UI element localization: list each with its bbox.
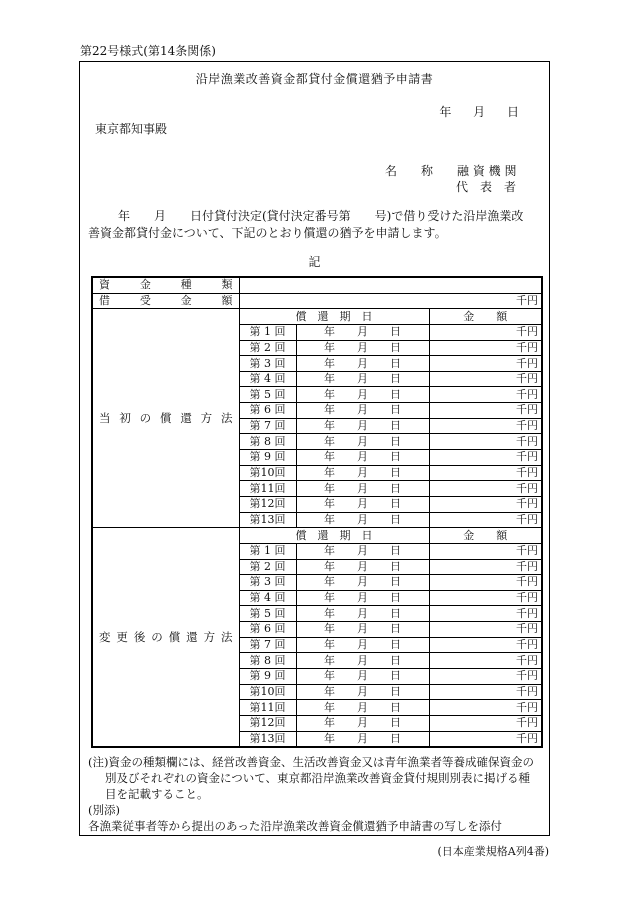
installment-number: 第 1 回 [239,543,296,559]
repayment-date[interactable]: 年 月 日 [296,590,429,606]
repayment-amount[interactable]: 千円 [429,465,542,481]
repayment-amount[interactable]: 千円 [429,543,542,559]
paper-size-footer: (日本産業規格A列4番) [437,845,549,858]
institution-rep-label[interactable]: 代 表 者 [456,180,517,194]
borrowed-amount-row [92,293,542,309]
repayment-date[interactable]: 年 月 日 [296,512,429,528]
repayment-amount[interactable]: 千円 [429,356,542,372]
repayment-amount[interactable]: 千円 [429,715,542,731]
repayment-date[interactable]: 年 月 日 [296,731,429,747]
installment-number: 第 5 回 [239,387,296,403]
repayment-date[interactable]: 年 月 日 [296,496,429,512]
attach-label: (別添) [88,803,120,817]
repayment-date[interactable]: 年 月 日 [296,622,429,638]
changed-repayment-period-header: 償 還 期 日 [239,528,429,544]
repayment-amount[interactable]: 千円 [429,434,542,450]
repayment-amount[interactable]: 千円 [429,418,542,434]
institution-name-label[interactable]: 名 称 融 資 機 関 [385,164,517,178]
repayment-date[interactable]: 年 月 日 [296,387,429,403]
repayment-date[interactable]: 年 月 日 [296,543,429,559]
installment-number: 第 9 回 [239,450,296,466]
repayment-date[interactable]: 年 月 日 [296,700,429,716]
repayment-date[interactable]: 年 月 日 [296,653,429,669]
repayment-date[interactable]: 年 月 日 [296,403,429,419]
installment-number: 第13回 [239,512,296,528]
initial-repayment-period-header: 償 還 期 日 [239,309,429,325]
repayment-amount[interactable]: 千円 [429,637,542,653]
repayment-date[interactable]: 年 月 日 [296,684,429,700]
installment-number: 第11回 [239,700,296,716]
repayment-amount[interactable]: 千円 [429,653,542,669]
installment-number: 第 9 回 [239,669,296,685]
installment-number: 第10回 [239,465,296,481]
installment-number: 第11回 [239,481,296,497]
repayment-date[interactable]: 年 月 日 [296,340,429,356]
form-title: 沿岸漁業改善資金都貸付金償還猶予申請書 [195,72,434,86]
repayment-table [91,276,543,748]
repayment-amount[interactable]: 千円 [429,450,542,466]
installment-number: 第12回 [239,715,296,731]
repayment-date[interactable]: 年 月 日 [296,637,429,653]
body-line-2: 善資金都貸付金について、下記のとおり償還の猶予を申請します。 [88,226,447,240]
repayment-date[interactable]: 年 月 日 [296,450,429,466]
installment-number: 第 7 回 [239,418,296,434]
repayment-amount[interactable]: 千円 [429,669,542,685]
repayment-amount[interactable]: 千円 [429,622,542,638]
installment-number: 第10回 [239,684,296,700]
note-label: (注) [88,755,109,769]
repayment-amount[interactable]: 千円 [429,340,542,356]
installment-number: 第 1 回 [239,324,296,340]
changed-repayment-label: 変 更 後 の 償 還 方 法 [92,528,239,747]
fund-type-row [92,277,542,293]
installment-number: 第 2 回 [239,559,296,575]
installment-number: 第 2 回 [239,340,296,356]
repayment-amount[interactable]: 千円 [429,512,542,528]
repayment-date[interactable]: 年 月 日 [296,669,429,685]
installment-number: 第 6 回 [239,622,296,638]
installment-number: 第12回 [239,496,296,512]
repayment-amount[interactable]: 千円 [429,371,542,387]
repayment-amount[interactable]: 千円 [429,731,542,747]
changed-repayment-header-row [92,528,542,544]
repayment-date[interactable]: 年 月 日 [296,434,429,450]
installment-number: 第 7 回 [239,637,296,653]
repayment-amount[interactable]: 千円 [429,387,542,403]
installment-number: 第 8 回 [239,653,296,669]
repayment-amount[interactable]: 千円 [429,403,542,419]
attach-text: 各漁業従事者等から提出のあった沿岸漁業改善資金償還猶予申請書の写しを添付 [88,819,502,833]
initial-repayment-amount-header: 金 額 [429,309,542,325]
notes [88,754,543,834]
application-body [88,208,543,242]
repayment-date[interactable]: 年 月 日 [296,575,429,591]
repayment-date[interactable]: 年 月 日 [296,481,429,497]
note-line-3: 目を記載すること。 [105,787,209,801]
ki-heading: 記 [308,255,321,269]
installment-number: 第13回 [239,731,296,747]
repayment-amount[interactable]: 千円 [429,590,542,606]
installment-number: 第 3 回 [239,356,296,372]
installment-number: 第 4 回 [239,371,296,387]
repayment-date[interactable]: 年 月 日 [296,324,429,340]
borrowed-amount-label: 借 受 金 額 [92,293,239,309]
installment-number: 第 5 回 [239,606,296,622]
initial-repayment-header-row [92,309,542,325]
repayment-amount[interactable]: 千円 [429,606,542,622]
form-frame [79,61,550,836]
repayment-amount[interactable]: 千円 [429,684,542,700]
note-line-1: (注)資金の種類欄には、経営改善資金、生活改善資金又は青年漁業者等養成確保資金の [88,755,534,769]
date-line[interactable]: 年 月 日 [439,105,519,119]
form-number: 第22号様式(第14条関係) [80,44,216,58]
repayment-amount[interactable]: 千円 [429,481,542,497]
addressee: 東京都知事殿 [95,122,168,136]
repayment-date[interactable]: 年 月 日 [296,559,429,575]
note-line-2: 別及びそれぞれの資金について、東京都沿岸漁業改善資金貸付規則別表に掲げる種 [105,771,531,785]
repayment-date[interactable]: 年 月 日 [296,606,429,622]
repayment-amount[interactable]: 千円 [429,700,542,716]
fund-type-label: 資 金 種 類 [92,277,239,293]
repayment-amount[interactable]: 千円 [429,496,542,512]
changed-repayment-amount-header: 金 額 [429,528,542,544]
repayment-date[interactable]: 年 月 日 [296,715,429,731]
repayment-date[interactable]: 年 月 日 [296,418,429,434]
body-line-1: 年 月 日付貸付決定(貸付決定番号第 号)で借り受けた沿岸漁業改 [118,209,524,223]
installment-number: 第 8 回 [239,434,296,450]
initial-repayment-label: 当 初 の 償 還 方 法 [92,309,239,528]
borrowed-amount-value[interactable]: 千円 [239,293,542,309]
repayment-date[interactable]: 年 月 日 [296,356,429,372]
repayment-date[interactable]: 年 月 日 [296,371,429,387]
installment-number: 第 4 回 [239,590,296,606]
repayment-amount[interactable]: 千円 [429,559,542,575]
installment-number: 第 3 回 [239,575,296,591]
repayment-amount[interactable]: 千円 [429,324,542,340]
fund-type-value[interactable] [239,277,542,293]
installment-number: 第 6 回 [239,403,296,419]
repayment-amount[interactable]: 千円 [429,575,542,591]
repayment-date[interactable]: 年 月 日 [296,465,429,481]
